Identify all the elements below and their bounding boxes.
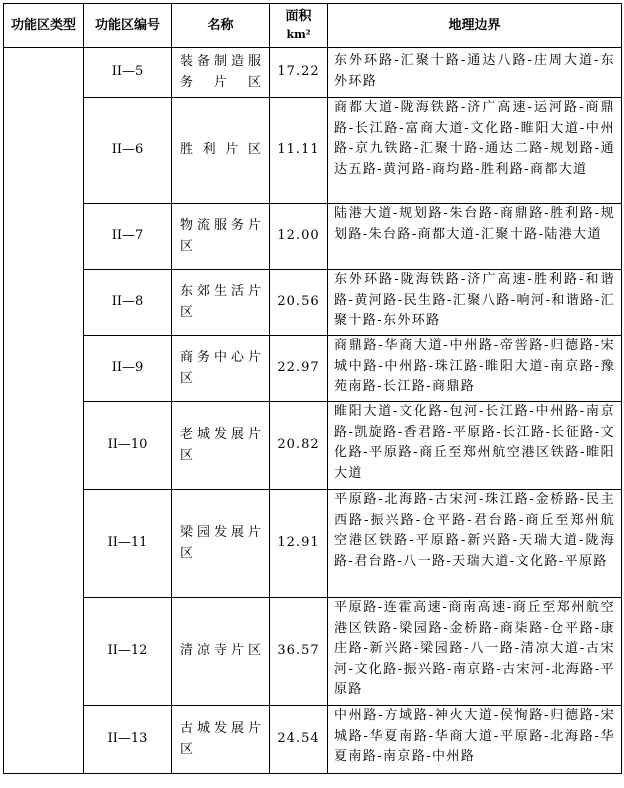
functional-zone-table [3,3,622,774]
zone-type-cell [4,48,84,774]
zone-name: 胜利片区 [172,98,270,204]
table-row [4,336,622,402]
table-row [4,270,622,336]
zone-code: II—6 [84,98,172,204]
table-row [4,490,622,598]
zone-boundary: 中州路-方域路-神火大道-侯恂路-归德路-宋城路-华夏南路-华商大道-平原路-北海路-华夏南路-南京路-中州路 [328,706,622,774]
zone-code: II—8 [84,270,172,336]
zone-area: 22.97 [270,336,328,402]
zone-boundary: 商鼎路-华商大道-中州路-帝喾路-归德路-宋城中路-中州路-珠江路-睢阳大道-南京路-豫苑南路-长江路-商鼎路 [328,336,622,402]
header-name: 名称 [172,4,270,48]
zone-area: 20.82 [270,402,328,490]
zone-code: II—12 [84,598,172,706]
zone-boundary: 平原路-连霍高速-商南高速-商丘至郑州航空港区铁路-梁园路-金桥路-商柒路-仓平路-康庄路-新兴路-梁园路-八一路-清凉大道-古宋河-文化路-振兴路-南京路-古宋河-北海路-平原路 [328,598,622,706]
table-row [4,48,622,98]
zone-boundary: 平原路-北海路-古宋河-珠江路-金桥路-民主西路-振兴路-仓平路-君台路-商丘至郑州航空港区铁路-平原路-新兴路-天瑞大道-陇海路-君台路-八一路-天瑞大道-文化路-平原路 [328,490,622,598]
zone-area: 20.56 [270,270,328,336]
zone-code: II—13 [84,706,172,774]
zone-area: 12.91 [270,490,328,598]
table-row [4,402,622,490]
zone-name: 清凉寺片区 [172,598,270,706]
header-area-unit: km² [286,27,311,41]
zone-name: 古城发展片区 [172,706,270,774]
header-area [270,4,328,48]
zone-area: 12.00 [270,204,328,270]
table-row [4,706,622,774]
header-type: 功能区类型 [4,4,84,48]
zone-boundary: 睢阳大道-文化路-包河-长江路-中州路-南京路-凯旋路-香君路-平原路-长江路-长征路-文化路-平原路-商丘至郑州航空港区铁路-睢阳大道 [328,402,622,490]
zone-boundary: 陆港大道-规划路-朱台路-商鼎路-胜利路-规划路-朱台路-商都大道-汇聚十路-陆港大道 [328,204,622,270]
zone-code: II—9 [84,336,172,402]
zone-area: 11.11 [270,98,328,204]
zone-boundary: 东外环路-汇聚十路-通达八路-庄周大道-东外环路 [328,48,622,98]
zone-area: 36.57 [270,598,328,706]
zone-boundary: 商都大道-陇海铁路-济广高速-运河路-商鼎路-长江路-富商大道-文化路-睢阳大道-中州路-京九铁路-汇聚十路-通达二路-规划路-通达五路-黄河路-商均路-胜利路-商都大道 [328,98,622,204]
zone-code: II—7 [84,204,172,270]
zone-boundary: 东外环路-陇海铁路-济广高速-胜利路-和谐路-黄河路-民生路-汇聚八路-响河-和谐路-汇聚十路-东外环路 [328,270,622,336]
zone-name: 物流服务片区 [172,204,270,270]
zone-area: 24.54 [270,706,328,774]
header-area-label: 面积 [285,8,312,24]
table-header-row [4,4,622,48]
table-row [4,98,622,204]
zone-name: 装备制造服务片区 [172,48,270,98]
zone-code: II—5 [84,48,172,98]
zone-code: II—11 [84,490,172,598]
table-row [4,204,622,270]
zone-name: 梁园发展片区 [172,490,270,598]
table-row [4,598,622,706]
header-boundary: 地理边界 [328,4,622,48]
zone-name: 老城发展片区 [172,402,270,490]
zone-name: 商务中心片区 [172,336,270,402]
header-code: 功能区编号 [84,4,172,48]
zone-area: 17.22 [270,48,328,98]
zone-code: II—10 [84,402,172,490]
zone-table-container [3,3,622,774]
zone-name: 东郊生活片区 [172,270,270,336]
